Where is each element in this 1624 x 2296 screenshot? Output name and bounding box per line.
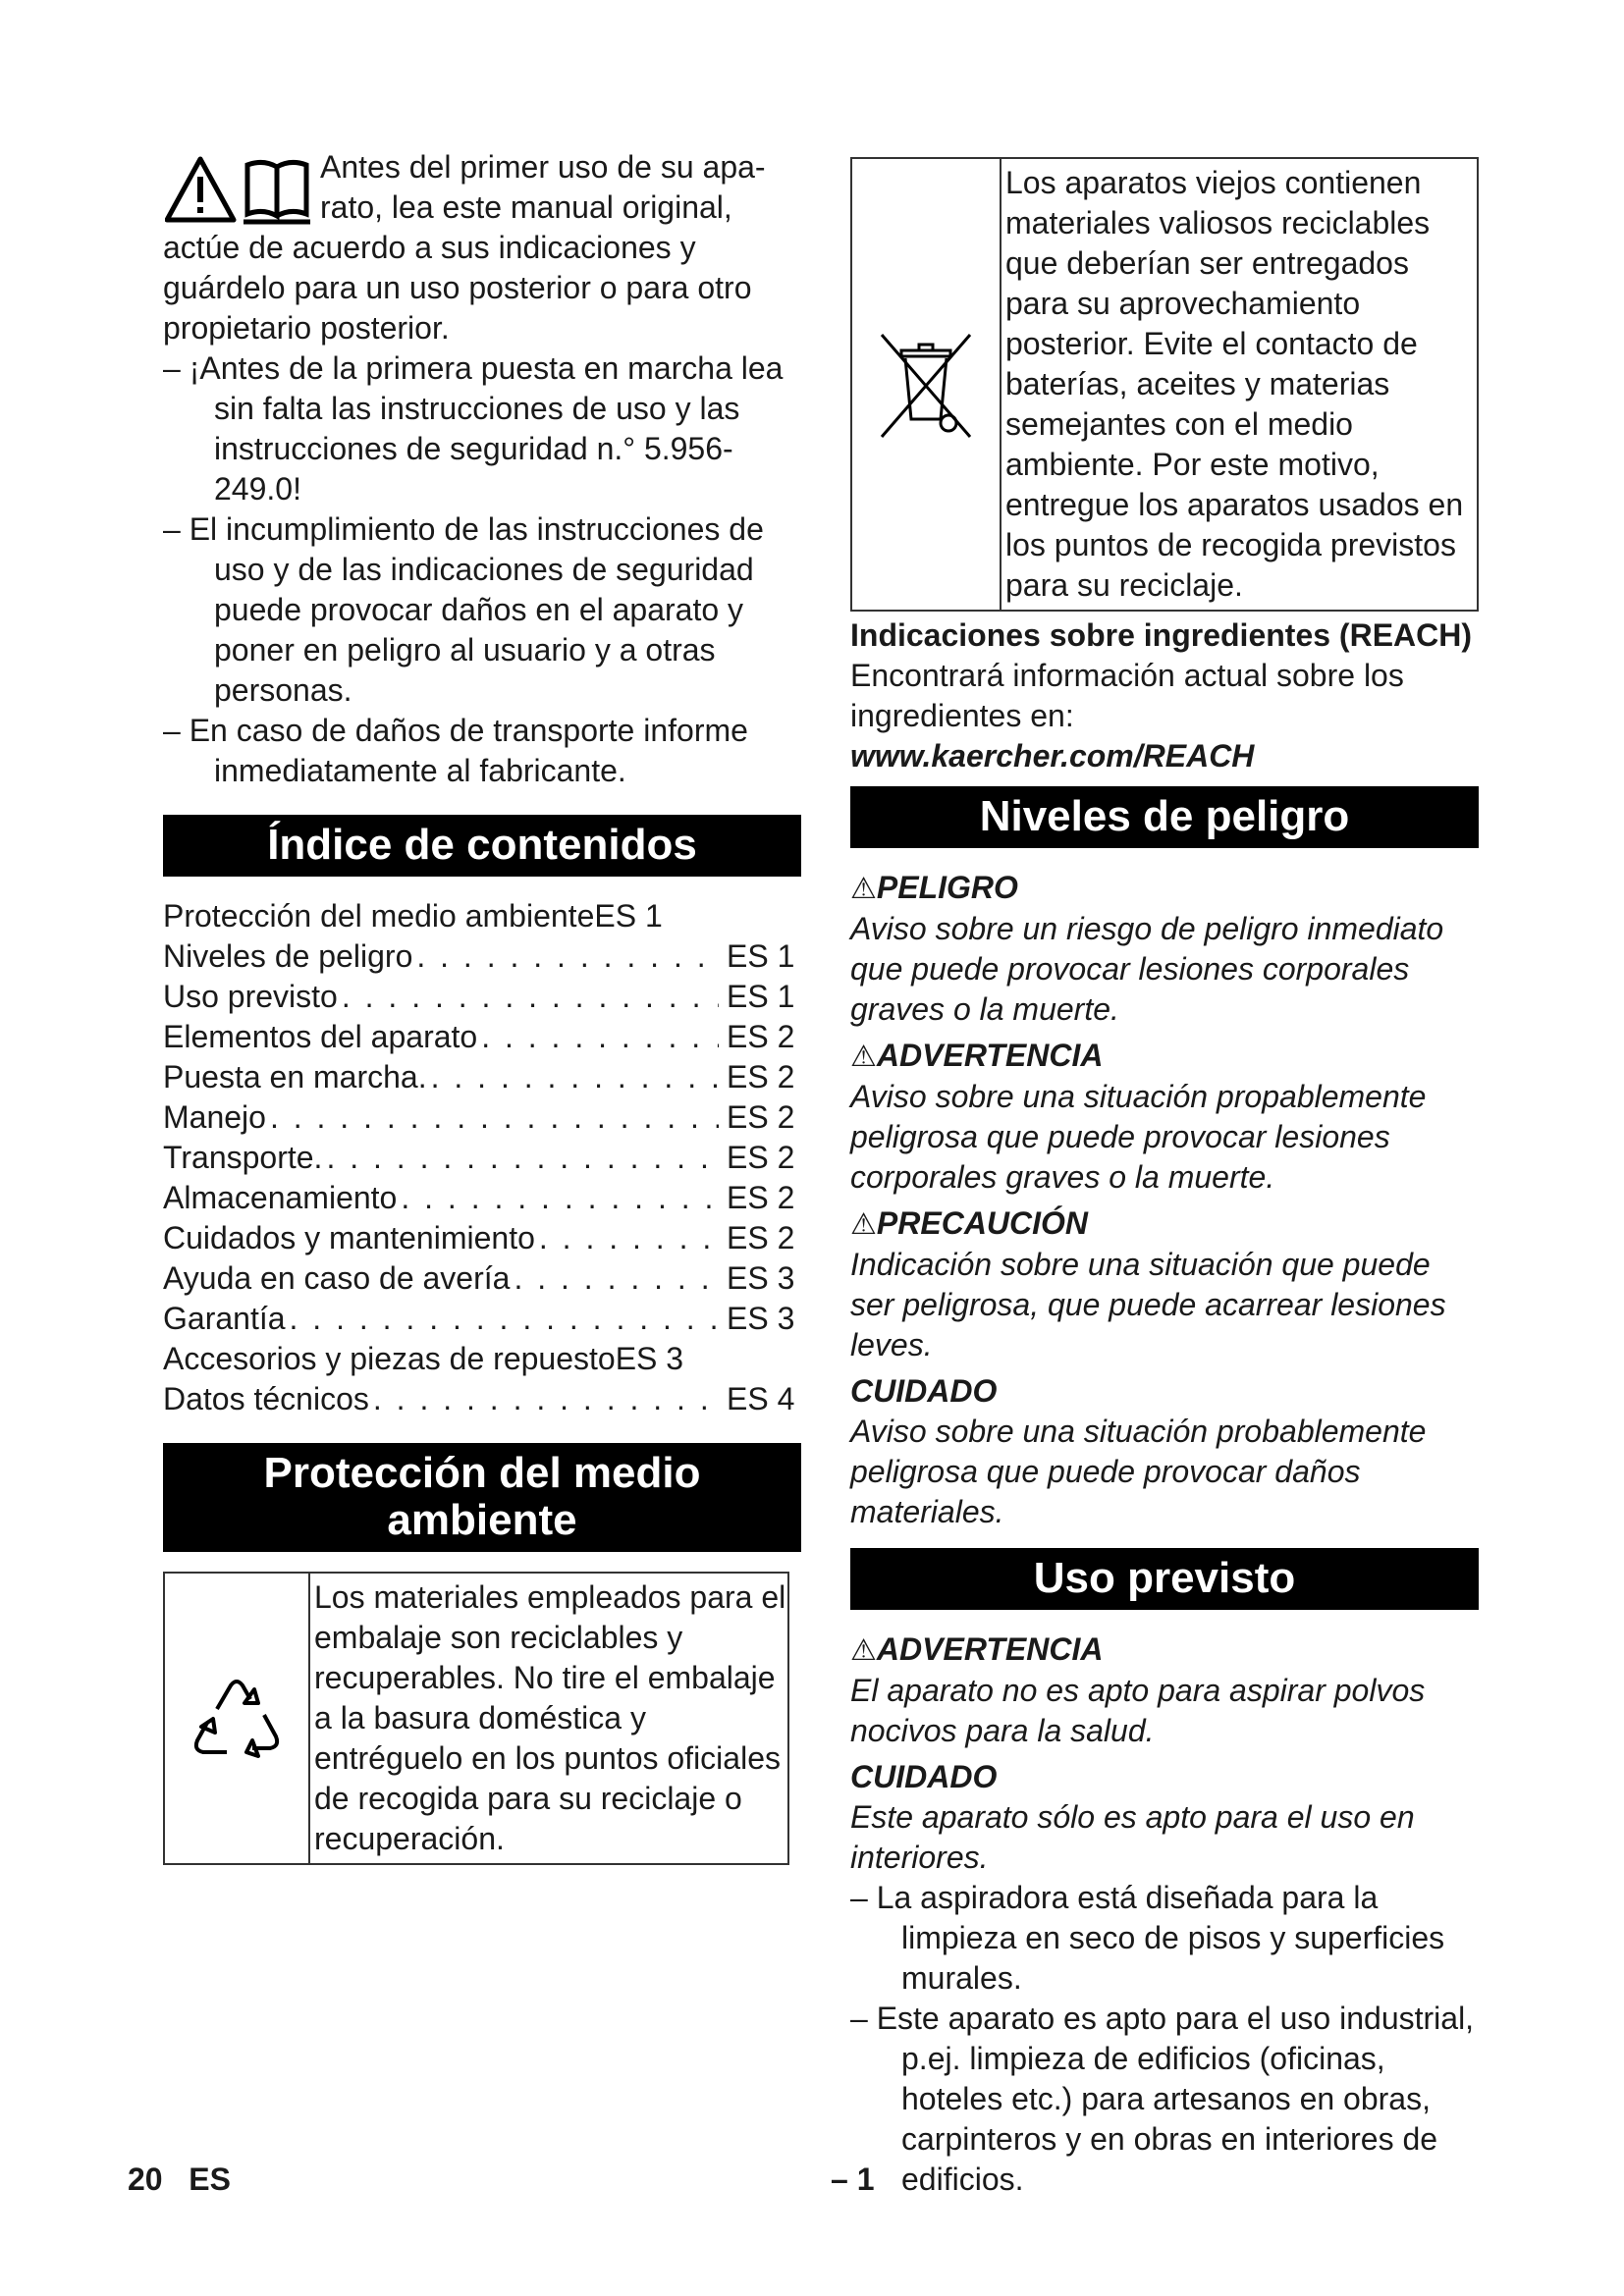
danger-level-label: ⚠PELIGRO xyxy=(850,870,1018,905)
toc-entry[interactable] xyxy=(163,1379,801,1419)
toc-entry-title: Accesorios y piezas de repuesto xyxy=(163,1341,616,1376)
footer-section-page: – 1 xyxy=(831,2162,875,2197)
intro-lead: Antes del primer uso de su apa- xyxy=(320,149,766,185)
toc-entry-title: Garantía xyxy=(163,1301,286,1336)
danger-level-text: Aviso sobre una situación propablemente peligrosa que puede provocar lesiones corporales graves o la muerte. xyxy=(850,1079,1427,1195)
intended-use-warning-text: El aparato no es apto para aspirar polvos nocivos para la salud. xyxy=(850,1673,1426,1748)
toc-entry[interactable] xyxy=(163,1057,801,1097)
environment-heading-line: Protección del medio xyxy=(263,1449,701,1497)
toc-entry-page: ES 2 xyxy=(727,1220,795,1255)
toc-entry[interactable] xyxy=(163,1299,801,1339)
toc-entry-page: ES 2 xyxy=(727,1140,795,1175)
toc-entry[interactable] xyxy=(163,1339,801,1379)
right-column xyxy=(850,157,1479,2200)
toc-leader-dots xyxy=(338,977,719,1017)
intended-use-bullet: – Este aparato es apto para el uso industrial, p.ej. limpieza de edificios (oficinas, hoteles etc.) para artesanos en obras, carpinteros y en obras en interiores de edificios. xyxy=(850,2001,1475,2197)
toc-entry-title: Manejo xyxy=(163,1099,266,1135)
toc-entry-page: ES 3 xyxy=(615,1341,684,1376)
left-column xyxy=(163,147,801,1865)
toc-entry-page: ES 1 xyxy=(594,898,663,934)
intro-line: propietario posterior. xyxy=(163,310,450,346)
danger-level-label: ⚠ADVERTENCIA xyxy=(850,1038,1104,1073)
intro-line: rato, lea este manual original, xyxy=(320,189,732,225)
intro-line: guárdelo para un uso posterior o para otro xyxy=(163,270,752,305)
toc-leader-dots xyxy=(412,936,719,977)
danger-level-text: Aviso sobre una situación probablemente peligrosa que puede provocar daños materiales. xyxy=(850,1414,1427,1529)
intended-use-bullet: – La aspiradora está diseñada para la limpieza en seco de pisos y superficies murales. xyxy=(850,1880,1445,1996)
toc-entry[interactable] xyxy=(163,977,801,1017)
intro-bullet: – ¡Antes de la primera puesta en marcha lea sin falta las instrucciones de uso y las instrucciones de seguridad n.° 5.956-249.0! xyxy=(163,350,784,507)
toc-entry-title: Transporte. xyxy=(163,1140,323,1175)
warning-manual-icon xyxy=(165,151,312,230)
reach-heading: Indicaciones sobre ingredientes (REACH) xyxy=(850,617,1473,653)
warning-triangle-icon: ⚠ xyxy=(850,1634,877,1667)
crossed-bin-icon xyxy=(872,321,980,449)
toc-entry-page: ES 4 xyxy=(727,1381,795,1416)
table-of-contents xyxy=(163,896,801,1419)
toc-leader-dots xyxy=(286,1299,719,1339)
toc-entry-page: ES 1 xyxy=(727,938,795,974)
danger-level-label: CUIDADO xyxy=(850,1373,998,1409)
toc-entry-page: ES 3 xyxy=(727,1260,795,1296)
toc-entry-title: Uso previsto xyxy=(163,979,338,1014)
recycle-icon xyxy=(178,1660,296,1778)
toc-entry[interactable] xyxy=(163,1258,801,1299)
old-devices-icon-cell xyxy=(852,159,1001,610)
footer-language: ES xyxy=(189,2162,231,2197)
toc-leader-dots xyxy=(266,1097,719,1138)
toc-entry[interactable] xyxy=(163,1097,801,1138)
warning-triangle-icon: ⚠ xyxy=(850,1208,877,1241)
toc-entry-title: Elementos del aparato xyxy=(163,1019,478,1054)
warning-triangle-icon: ⚠ xyxy=(850,873,877,905)
warning-triangle-icon: ⚠ xyxy=(850,1041,877,1073)
danger-levels-list xyxy=(850,868,1479,1532)
danger-levels-heading: Niveles de peligro xyxy=(850,786,1479,848)
old-devices-text: Los aparatos viejos contienen materiales valiosos reciclables que deberían ser entregados para su aprovechamiento posterior. Evite el contacto de baterías, aceites y materias semejantes con el medio ambiente. Por este motivo, entregue los aparatos usados en los puntos de recogida previstos para su reciclaje. xyxy=(1005,165,1464,603)
recycling-text: Los materiales empleados para el embalaje son reciclables y recuperables. No tire el embalaje a la basura doméstica y entréguelo en los puntos oficiales de recogida para su reciclaje o recuperación. xyxy=(314,1579,786,1856)
danger-level-text: Indicación sobre una situación que puede ser peligrosa, que puede acarrear lesiones leves. xyxy=(850,1247,1446,1362)
recycling-box xyxy=(163,1572,789,1865)
intended-use-caution-text: Este aparato sólo es apto para el uso en interiores. xyxy=(850,1799,1415,1875)
toc-leader-dots xyxy=(322,1138,719,1178)
toc-entry-title: Ayuda en caso de avería xyxy=(163,1260,511,1296)
toc-heading: Índice de contenidos xyxy=(163,815,801,877)
toc-entry[interactable] xyxy=(163,1138,801,1178)
reach-link[interactable]: www.kaercher.com/REACH xyxy=(850,738,1255,774)
toc-entry-title: Almacenamiento xyxy=(163,1180,398,1215)
toc-entry-page: ES 2 xyxy=(727,1059,795,1095)
danger-level-text: Aviso sobre un riesgo de peligro inmediato que puede provocar lesiones corporales graves o la muerte. xyxy=(850,911,1444,1027)
toc-leader-dots xyxy=(369,1379,719,1419)
toc-leader-dots xyxy=(477,1017,719,1057)
environment-heading xyxy=(163,1443,801,1552)
toc-entry-page: ES 2 xyxy=(727,1099,795,1135)
old-devices-box xyxy=(850,157,1479,612)
intended-use-heading: Uso previsto xyxy=(850,1548,1479,1610)
intended-use-warning-label: ⚠ADVERTENCIA xyxy=(850,1631,1104,1667)
toc-entry[interactable] xyxy=(163,1218,801,1258)
intro-bullet: – En caso de daños de transporte informe inmediatamente al fabricante. xyxy=(163,713,748,788)
toc-entry-title: Niveles de peligro xyxy=(163,938,413,974)
toc-entry[interactable] xyxy=(163,896,801,936)
toc-entry-title: Protección del medio ambiente xyxy=(163,898,595,934)
toc-entry-page: ES 3 xyxy=(727,1301,795,1336)
reach-text: Encontrará información actual sobre los ingredientes en: xyxy=(850,658,1404,733)
intro-bullet: – El incumplimiento de las instrucciones de uso y de las indicaciones de seguridad puede provocar daños en el aparato y poner en peligro al usuario y a otras personas. xyxy=(163,511,764,708)
recycling-icon-cell xyxy=(165,1574,310,1863)
toc-entry-title: Cuidados y mantenimiento xyxy=(163,1220,535,1255)
toc-entry-title: Puesta en marcha. xyxy=(163,1059,427,1095)
toc-leader-dots xyxy=(397,1178,719,1218)
toc-entry-page: ES 1 xyxy=(727,979,795,1014)
environment-heading-line: ambiente xyxy=(387,1496,577,1544)
intro-section xyxy=(163,147,801,791)
footer-page-number: 20 ES xyxy=(128,2162,231,2197)
danger-level-label: ⚠PRECAUCIÓN xyxy=(850,1205,1089,1241)
toc-entry[interactable] xyxy=(163,1178,801,1218)
toc-leader-dots xyxy=(510,1258,719,1299)
toc-entry-title: Datos técnicos xyxy=(163,1381,369,1416)
toc-entry[interactable] xyxy=(163,1017,801,1057)
toc-entry[interactable] xyxy=(163,936,801,977)
toc-entry-page: ES 2 xyxy=(727,1019,795,1054)
intended-use-caution-label: CUIDADO xyxy=(850,1759,998,1794)
toc-leader-dots xyxy=(427,1057,719,1097)
intro-line: actúe de acuerdo a sus indicaciones y xyxy=(163,230,696,265)
toc-leader-dots xyxy=(535,1218,719,1258)
toc-entry-page: ES 2 xyxy=(727,1180,795,1215)
